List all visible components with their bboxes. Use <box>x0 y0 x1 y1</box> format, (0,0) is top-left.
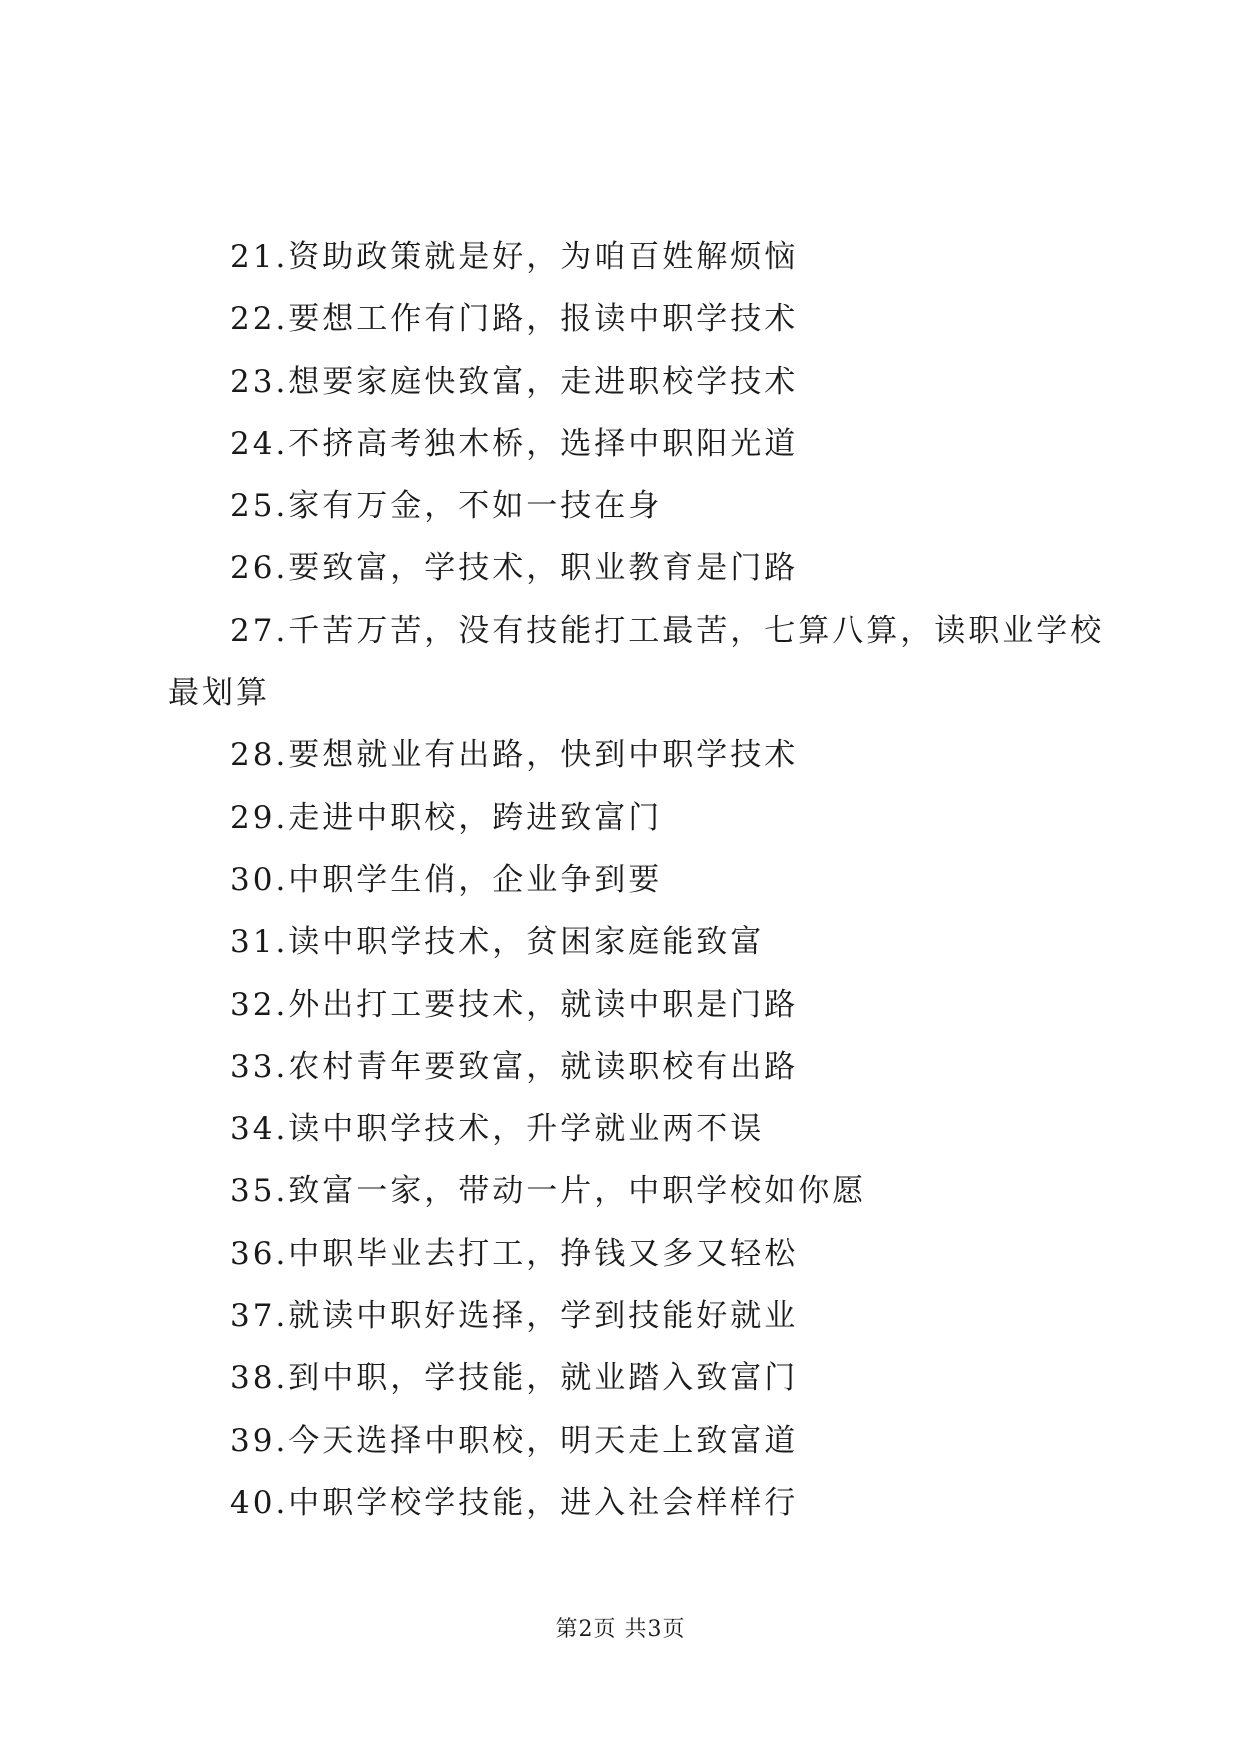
slogan-line: 25.家有万金，不如一技在身 <box>230 488 663 525</box>
slogan-line: 21.资助政策就是好，为咱百姓解烦恼 <box>230 239 799 275</box>
slogan-line: 22.要想工作有门路，报读中职学技术 <box>230 301 799 338</box>
slogan-line: 33.农村青年要致富，就读职校有出路 <box>230 1048 799 1085</box>
slogan-line: 31.读中职学技术，贫困家庭能致富 <box>230 924 765 961</box>
slogan-line: 23.想要家庭快致富，走进职校学技术 <box>230 363 799 400</box>
slogan-line: 29.走进中职校，跨进致富门 <box>230 799 663 836</box>
slogan-line: 30.中职学生俏，企业争到要 <box>230 861 663 898</box>
slogan-line: 26.要致富，学技术，职业教育是门路 <box>230 550 799 587</box>
slogan-line: 28.要想就业有出路，快到中职学技术 <box>230 737 799 774</box>
slogan-line: 35.致富一家，带动一片，中职学校如你愿 <box>230 1173 867 1210</box>
slogan-line: 39.今天选择中职校，明天走上致富道 <box>230 1422 799 1459</box>
slogan-line: 24.不挤高考独木桥，选择中职阳光道 <box>230 425 799 462</box>
page-footer: 第2页 共3页 <box>555 1617 686 1642</box>
slogan-line: 32.外出打工要技术，就读中职是门路 <box>230 986 799 1023</box>
slogan-line: 34.读中职学技术，升学就业两不误 <box>230 1111 765 1148</box>
slogan-line: 38.到中职，学技能，就业踏入致富门 <box>230 1360 799 1397</box>
slogan-line: 36.中职毕业去打工，挣钱又多又轻松 <box>230 1235 799 1272</box>
slogan-line-continuation: 最划算 <box>168 675 270 712</box>
slogan-line: 40.中职学校学技能，进入社会样样行 <box>230 1484 799 1521</box>
slogan-line: 27.千苦万苦，没有技能打工最苦，七算八算，读职业学校 <box>230 612 1105 649</box>
slogan-line: 37.就读中职好选择，学到技能好就业 <box>230 1298 799 1335</box>
slogan-list <box>168 226 1105 1534</box>
